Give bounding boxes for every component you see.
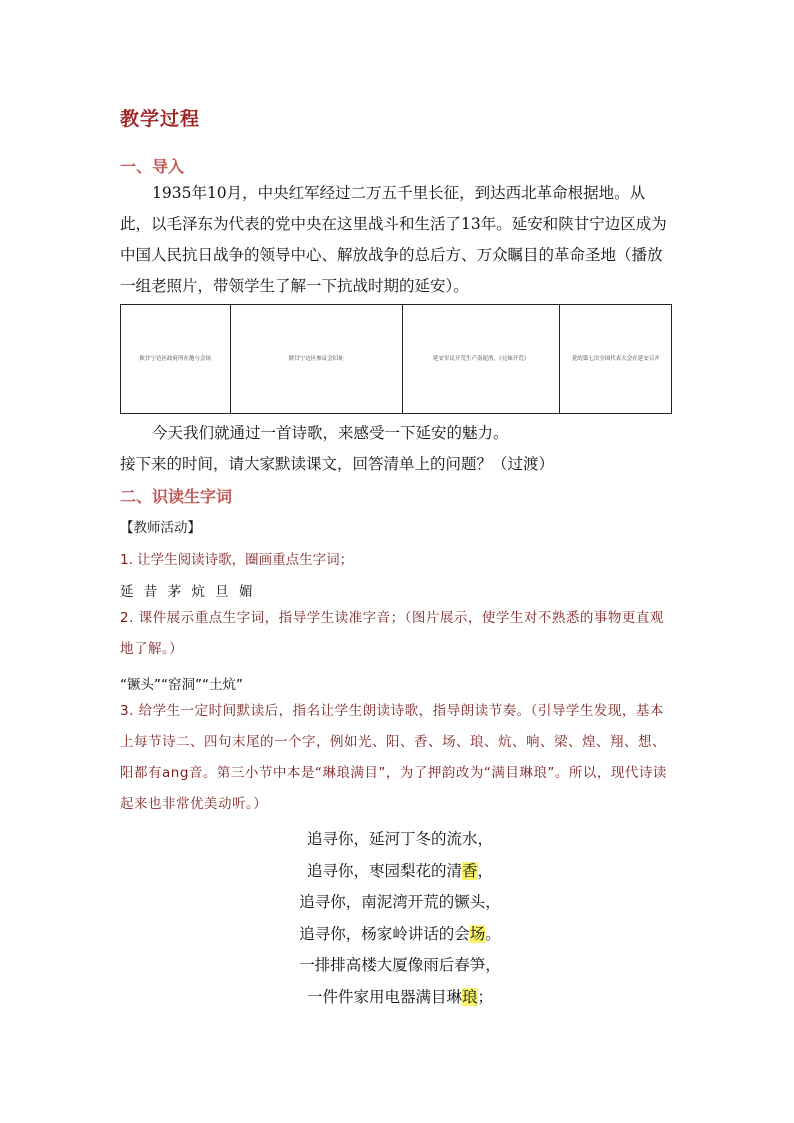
table-cell: 陕甘宁边区政府所在地与会场 [121, 305, 231, 413]
rhyme-highlight: 香 [461, 861, 478, 880]
table-cell: 陕甘宁边区参议会旧址 [231, 305, 403, 413]
teacher-item-1: 1. 让学生阅读诗歌，圈画重点生字词； [120, 552, 354, 568]
rhyme-highlight: 场 [469, 924, 486, 943]
intro-paragraph: 1935年10月，中央红军经过二万五千里长征，到达西北革命根据地。从此，以毛泽东为代表的党中央在这里战斗和生活了13年。延安和陕甘宁边区成为中国人民抗日战争的领导中心、解放战争的总后方、万众瞩目的革命圣地（播放一组老照片，带领学生了解一下抗战时期的延安）。 [120, 184, 667, 295]
table-cell: 延安军民开荒生产南泥湾，《兄妹开荒》 [403, 305, 560, 413]
intro-paragraph-2: 今天我们就通过一首诗歌，来感受一下延安的魅力。 [152, 424, 509, 442]
rhyme-highlight: 琅 [461, 987, 478, 1006]
poem-line: 追寻你，南泥湾开荒的镢头， [299, 893, 501, 911]
poem [280, 824, 520, 1013]
poem-line: 一件件家用电器满目琳琅； [306, 987, 494, 1006]
section-heading-intro: 一、导入 [120, 157, 185, 176]
section-heading-words: 二、识读生字词 [120, 487, 233, 506]
photo-table [120, 304, 672, 414]
teacher-item-3: 3. 给学生一定时间默读后，指名让学生朗读诗歌，指导朗读节奏。（引导学生发现，基本上每节诗二、四句末尾的一个字，例如光、阳、香、场、琅、炕、响、梁、煌、翔、想、阳都有ang音。第三小节中本是“琳琅满目”，为了押韵改为“满目琳琅”。所以，现代诗读起来也非常优美动听。） [120, 703, 667, 812]
page-title: 教学过程 [120, 108, 201, 130]
table-cell: 党的第七次全国代表大会在延安召开 [571, 356, 660, 362]
key-words: 延 昔 茅 炕 旦 媚 [120, 584, 256, 600]
poem-line: 追寻你，杨家岭讲话的会场。 [299, 924, 501, 943]
transition-paragraph: 接下来的时间，请大家默读课文，回答清单上的问题？（过渡） [120, 455, 555, 473]
teacher-item-2: 2. 课件展示重点生字词，指导学生读准字音；（图片展示，使学生对不熟悉的事物更直观地了解。） [120, 610, 664, 657]
key-terms: “镢头”“窑洞”“土炕” [120, 677, 243, 693]
poem-line: 追寻你，枣园梨花的清香， [306, 861, 494, 880]
poem-line: 一排排高楼大厦像雨后春笋， [299, 956, 501, 974]
teacher-activity-label: 【教师活动】 [120, 520, 201, 536]
poem-line: 追寻你，延河丁冬的流水， [306, 830, 493, 848]
